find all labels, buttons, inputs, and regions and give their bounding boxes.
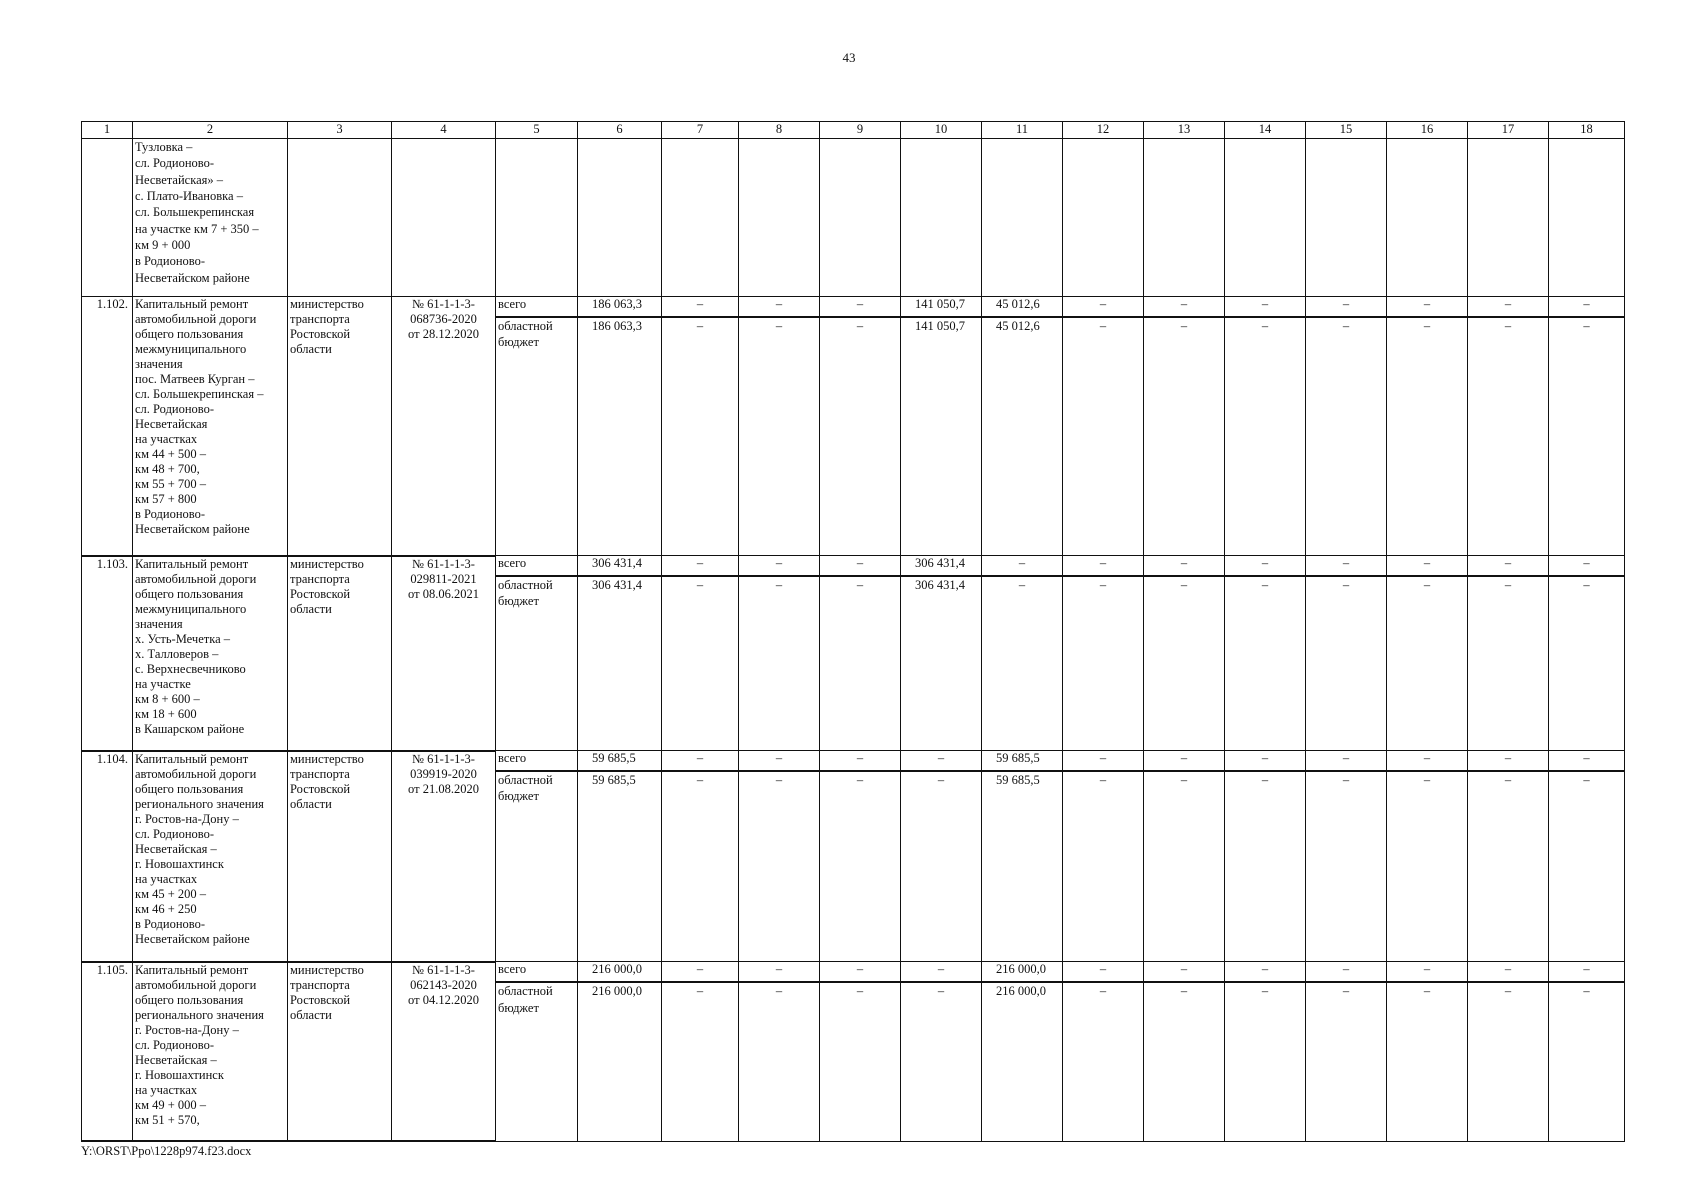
column-number-header: 14 xyxy=(1225,122,1306,139)
object-name-cell: Капитальный ремонт автомобильной дороги общего пользования межмуниципального значения пос. Матвеев Курган – сл. Большекрепинская – сл. Родионово- Несветайская на участках км 44 + 500 – км 48 + 700, км 55 + 700 – км 57 + 800 в Родионово- Несветайском районе xyxy=(133,297,288,556)
amount-cell: 59 685,5 xyxy=(982,751,1063,771)
amount-cell: – xyxy=(1549,771,1625,962)
column-number-header: 4 xyxy=(392,122,496,139)
column-number-row xyxy=(82,122,1625,139)
amount-cell: – xyxy=(739,297,820,317)
funding-source-cell: областной бюджет xyxy=(496,576,578,751)
amount-cell: – xyxy=(1387,751,1468,771)
amount-cell: – xyxy=(901,982,982,1141)
amount-cell: – xyxy=(1549,297,1625,317)
executor-cell: министерство транспорта Ростовской области xyxy=(288,297,392,556)
amount-cell: – xyxy=(739,962,820,982)
empty-cell xyxy=(662,139,739,297)
amount-cell: – xyxy=(1468,962,1549,982)
amount-cell: – xyxy=(1063,751,1144,771)
amount-cell: – xyxy=(739,771,820,962)
amount-cell: – xyxy=(820,297,901,317)
object-name-cell: Капитальный ремонт автомобильной дороги общего пользования регионального значения г. Ростов-на-Дону – сл. Родионово- Несветайская – г. Новошахтинск на участках км 45 + 200 – км 46 + 250 в Родионово- Несветайском районе xyxy=(133,751,288,962)
amount-cell: – xyxy=(739,556,820,576)
row-number-cell: 1.105. xyxy=(82,962,133,1141)
amount-cell: – xyxy=(1063,576,1144,751)
column-number-header: 5 xyxy=(496,122,578,139)
document-cell: № 61-1-1-3- 039919-2020 от 21.08.2020 xyxy=(392,751,496,962)
empty-cell xyxy=(82,139,133,297)
amount-cell: – xyxy=(1387,962,1468,982)
amount-cell: – xyxy=(820,962,901,982)
amount-cell: – xyxy=(1225,771,1306,962)
amount-cell: – xyxy=(1468,297,1549,317)
amount-cell: – xyxy=(1468,982,1549,1141)
document-cell: № 61-1-1-3- 062143-2020 от 04.12.2020 xyxy=(392,962,496,1141)
amount-cell: 306 431,4 xyxy=(578,556,662,576)
empty-cell xyxy=(578,139,662,297)
table-row-total xyxy=(82,962,1625,982)
table-row-total xyxy=(82,751,1625,771)
page-number: 43 xyxy=(842,50,856,65)
amount-cell: – xyxy=(662,962,739,982)
funding-source-cell: всего xyxy=(496,297,578,317)
amount-cell: 186 063,3 xyxy=(578,297,662,317)
amount-cell: – xyxy=(662,771,739,962)
amount-cell: – xyxy=(1306,317,1387,556)
amount-cell: – xyxy=(901,751,982,771)
funding-source-cell: всего xyxy=(496,751,578,771)
amount-cell: – xyxy=(982,576,1063,751)
document-cell: № 61-1-1-3- 029811-2021 от 08.06.2021 xyxy=(392,556,496,751)
amount-cell: 59 685,5 xyxy=(982,771,1063,962)
amount-cell: – xyxy=(1306,751,1387,771)
amount-cell: 59 685,5 xyxy=(578,751,662,771)
amount-cell: – xyxy=(820,317,901,556)
object-name-cell: Тузловка – сл. Родионово- Несветайская» – с. Плато-Ивановка – сл. Большекрепинская на участке км 7 + 350 – км 9 + 000 в Родионово- Несветайском районе xyxy=(133,139,288,297)
amount-cell: 45 012,6 xyxy=(982,317,1063,556)
amount-cell: – xyxy=(1063,962,1144,982)
budget-table xyxy=(81,121,1625,1142)
empty-cell xyxy=(1468,139,1549,297)
amount-cell: 306 431,4 xyxy=(578,576,662,751)
amount-cell: – xyxy=(820,751,901,771)
amount-cell: – xyxy=(820,771,901,962)
amount-cell: – xyxy=(1387,556,1468,576)
amount-cell: – xyxy=(1549,576,1625,751)
amount-cell: – xyxy=(1225,297,1306,317)
amount-cell: – xyxy=(1549,751,1625,771)
column-number-header: 2 xyxy=(133,122,288,139)
amount-cell: – xyxy=(1549,556,1625,576)
amount-cell: 216 000,0 xyxy=(982,962,1063,982)
funding-source-cell: областной бюджет xyxy=(496,317,578,556)
row-number-cell: 1.102. xyxy=(82,297,133,556)
funding-source-cell: всего xyxy=(496,962,578,982)
amount-cell: – xyxy=(662,982,739,1141)
table-row-total xyxy=(82,556,1625,576)
amount-cell: 45 012,6 xyxy=(982,297,1063,317)
amount-cell: – xyxy=(1468,317,1549,556)
amount-cell: – xyxy=(1225,576,1306,751)
amount-cell: – xyxy=(820,556,901,576)
amount-cell: – xyxy=(739,751,820,771)
amount-cell: – xyxy=(1468,751,1549,771)
amount-cell: 141 050,7 xyxy=(901,317,982,556)
object-name-cell: Капитальный ремонт автомобильной дороги общего пользования межмуниципального значения х. Усть-Мечетка – х. Талловеров – с. Верхнесвечниково на участке км 8 + 600 – км 18 + 600 в Кашарском районе xyxy=(133,556,288,751)
empty-cell xyxy=(1225,139,1306,297)
empty-cell xyxy=(496,139,578,297)
file-path-footer: Y:\ORST\Ppo\1228p974.f23.docx xyxy=(81,1144,252,1158)
column-number-header: 17 xyxy=(1468,122,1549,139)
amount-cell: – xyxy=(1144,751,1225,771)
amount-cell: – xyxy=(1225,317,1306,556)
amount-cell: – xyxy=(1468,576,1549,751)
amount-cell: – xyxy=(1063,297,1144,317)
amount-cell: 141 050,7 xyxy=(901,297,982,317)
amount-cell: – xyxy=(1387,297,1468,317)
amount-cell: – xyxy=(1063,771,1144,962)
amount-cell: – xyxy=(739,982,820,1141)
amount-cell: – xyxy=(1306,556,1387,576)
amount-cell: 216 000,0 xyxy=(578,962,662,982)
amount-cell: – xyxy=(982,556,1063,576)
column-number-header: 16 xyxy=(1387,122,1468,139)
amount-cell: – xyxy=(820,576,901,751)
amount-cell: – xyxy=(1306,576,1387,751)
amount-cell: – xyxy=(662,751,739,771)
column-number-header: 8 xyxy=(739,122,820,139)
amount-cell: – xyxy=(1387,317,1468,556)
amount-cell: 59 685,5 xyxy=(578,771,662,962)
row-number-cell: 1.104. xyxy=(82,751,133,962)
amount-cell: – xyxy=(901,962,982,982)
amount-cell: – xyxy=(1225,556,1306,576)
document-cell: № 61-1-1-3- 068736-2020 от 28.12.2020 xyxy=(392,297,496,556)
amount-cell: – xyxy=(1549,962,1625,982)
amount-cell: – xyxy=(1387,771,1468,962)
table-row-total xyxy=(82,297,1625,317)
empty-cell xyxy=(739,139,820,297)
amount-cell: – xyxy=(1144,576,1225,751)
empty-cell xyxy=(1387,139,1468,297)
amount-cell: – xyxy=(739,317,820,556)
empty-cell xyxy=(392,139,496,297)
amount-cell: – xyxy=(820,982,901,1141)
amount-cell: – xyxy=(1225,751,1306,771)
empty-cell xyxy=(288,139,392,297)
table-row xyxy=(82,139,1625,297)
amount-cell: – xyxy=(901,771,982,962)
column-number-header: 11 xyxy=(982,122,1063,139)
empty-cell xyxy=(982,139,1063,297)
amount-cell: – xyxy=(1549,982,1625,1141)
empty-cell xyxy=(1144,139,1225,297)
column-number-header: 7 xyxy=(662,122,739,139)
executor-cell: министерство транспорта Ростовской области xyxy=(288,751,392,962)
empty-cell xyxy=(1063,139,1144,297)
amount-cell: – xyxy=(1468,556,1549,576)
funding-source-cell: областной бюджет xyxy=(496,771,578,962)
amount-cell: – xyxy=(1549,317,1625,556)
funding-source-cell: всего xyxy=(496,556,578,576)
column-number-header: 13 xyxy=(1144,122,1225,139)
amount-cell: – xyxy=(1144,556,1225,576)
object-name-cell: Капитальный ремонт автомобильной дороги общего пользования регионального значения г. Ростов-на-Дону – сл. Родионово- Несветайская – г. Новошахтинск на участках км 49 + 000 – км 51 + 570, xyxy=(133,962,288,1141)
empty-cell xyxy=(901,139,982,297)
amount-cell: – xyxy=(1306,771,1387,962)
empty-cell xyxy=(820,139,901,297)
amount-cell: – xyxy=(1306,962,1387,982)
column-number-header: 6 xyxy=(578,122,662,139)
amount-cell: – xyxy=(1144,297,1225,317)
executor-cell: министерство транспорта Ростовской области xyxy=(288,962,392,1141)
amount-cell: – xyxy=(662,317,739,556)
amount-cell: – xyxy=(662,576,739,751)
amount-cell: – xyxy=(1063,556,1144,576)
amount-cell: – xyxy=(1063,317,1144,556)
amount-cell: – xyxy=(1306,297,1387,317)
amount-cell: – xyxy=(739,576,820,751)
empty-cell xyxy=(1549,139,1625,297)
column-number-header: 3 xyxy=(288,122,392,139)
amount-cell: – xyxy=(1225,962,1306,982)
empty-cell xyxy=(1306,139,1387,297)
amount-cell: 216 000,0 xyxy=(578,982,662,1141)
amount-cell: 306 431,4 xyxy=(901,556,982,576)
column-number-header: 10 xyxy=(901,122,982,139)
amount-cell: – xyxy=(1144,982,1225,1141)
column-number-header: 12 xyxy=(1063,122,1144,139)
amount-cell: 306 431,4 xyxy=(901,576,982,751)
column-number-header: 9 xyxy=(820,122,901,139)
column-number-header: 18 xyxy=(1549,122,1625,139)
amount-cell: – xyxy=(1468,771,1549,962)
executor-cell: министерство транспорта Ростовской области xyxy=(288,556,392,751)
amount-cell: – xyxy=(1387,576,1468,751)
column-number-header: 15 xyxy=(1306,122,1387,139)
funding-source-cell: областной бюджет xyxy=(496,982,578,1141)
amount-cell: – xyxy=(1063,982,1144,1141)
amount-cell: – xyxy=(662,556,739,576)
amount-cell: – xyxy=(1144,962,1225,982)
amount-cell: 186 063,3 xyxy=(578,317,662,556)
amount-cell: – xyxy=(1144,317,1225,556)
column-number-header: 1 xyxy=(82,122,133,139)
amount-cell: – xyxy=(1144,771,1225,962)
amount-cell: – xyxy=(662,297,739,317)
amount-cell: – xyxy=(1306,982,1387,1141)
row-number-cell: 1.103. xyxy=(82,556,133,751)
amount-cell: – xyxy=(1387,982,1468,1141)
amount-cell: 216 000,0 xyxy=(982,982,1063,1141)
amount-cell: – xyxy=(1225,982,1306,1141)
